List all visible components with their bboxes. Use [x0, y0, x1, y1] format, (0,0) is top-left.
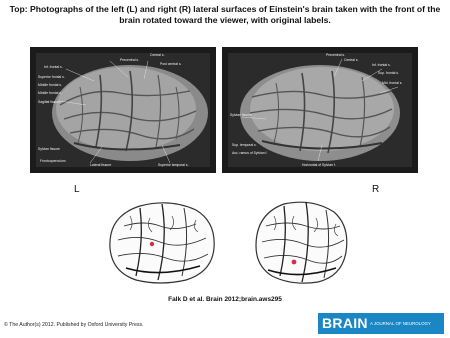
citation: Falk D et al. Brain 2012;brain.aws295	[168, 296, 282, 303]
photo-label: Frontooperculum	[40, 159, 66, 163]
right-panel-letter: R	[372, 184, 380, 195]
photo-label: Mid. frontal s.	[382, 81, 403, 85]
photo-label: Lateral fissure	[90, 163, 112, 167]
photo-label: Superior temporal s.	[158, 163, 189, 167]
photo-label: Asc. ramus of Sylvian f.	[232, 151, 268, 155]
photo-label: Sup. temporal s.	[232, 143, 257, 147]
journal-brand-banner[interactable]	[318, 313, 444, 334]
photo-label: Precentral s.	[120, 58, 140, 62]
photo-label: Inf. frontal s.	[372, 63, 391, 67]
left-brain-sketch	[100, 196, 220, 288]
left-brain-photo	[30, 47, 216, 173]
photo-label: Sylvian fissure	[230, 113, 252, 117]
photo-label: Inf. frontal s.	[44, 65, 63, 69]
photo-label: Sagittal fissure	[38, 100, 61, 104]
photo-label: Sup. frontal s.	[378, 71, 399, 75]
photo-label: Middle frontal s.	[38, 91, 62, 95]
marker-dot	[150, 242, 154, 246]
left-panel-letter: L	[74, 184, 80, 195]
right-brain-photo	[222, 47, 418, 173]
figure-title: Top: Photographs of the left (L) and right (R) lateral surfaces of Einstein's brain taken with the front of the brain rotated toward the viewer, with original labels.	[9, 4, 441, 25]
copyright-notice: © The Author(s) 2012. Published by Oxford University Press.	[4, 322, 144, 328]
photo-label: Superior frontal s.	[38, 75, 65, 79]
photo-label: Sylvian fissure	[38, 147, 60, 151]
journal-logo: BRAIN	[322, 315, 368, 331]
photo-label: Horizontal of Sylvian f.	[302, 163, 336, 167]
journal-subtitle: A JOURNAL OF NEUROLOGY	[370, 321, 431, 326]
photo-label: Middle frontal s.	[38, 83, 62, 87]
photo-label: Central s.	[344, 58, 359, 62]
right-brain-sketch	[248, 196, 352, 288]
photo-label: Precentral s.	[326, 53, 346, 57]
marker-dot	[292, 260, 297, 265]
photo-label: Post central s.	[160, 62, 182, 66]
photo-label: Central s.	[150, 53, 165, 57]
